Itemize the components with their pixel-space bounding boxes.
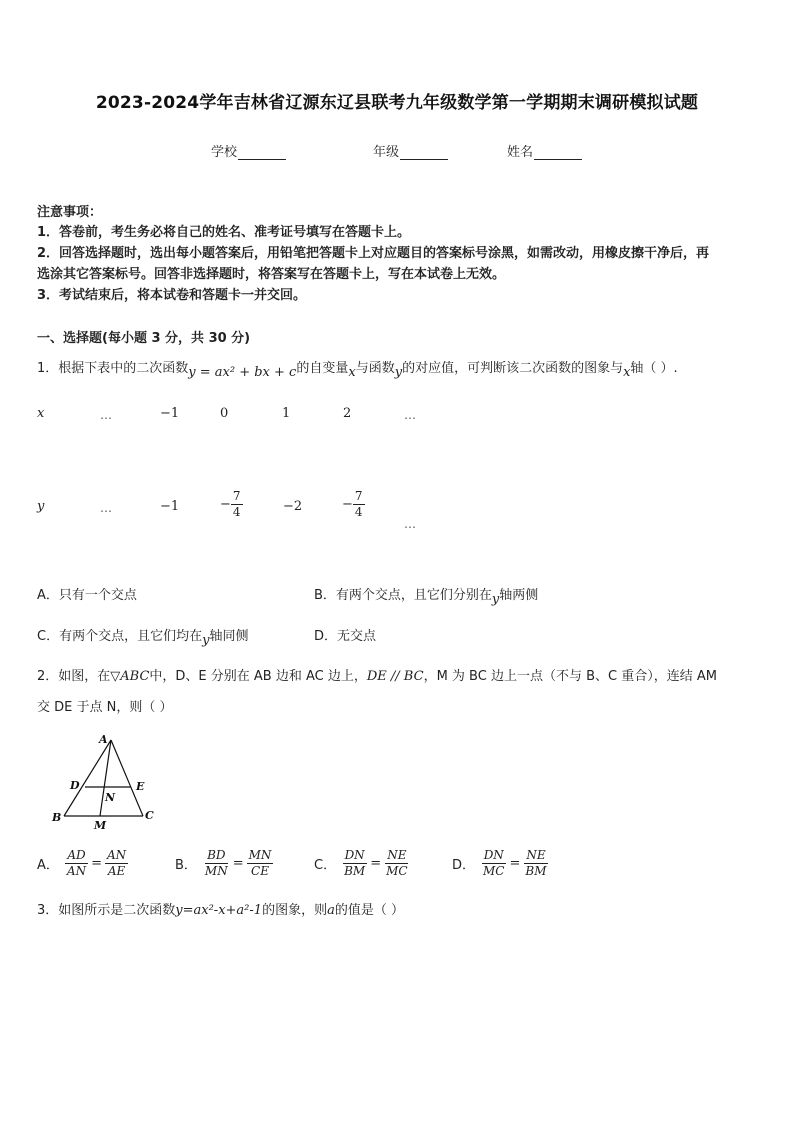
table-y-cell: … [100,501,112,515]
q2-triangle-figure [48,731,163,833]
name-label: 姓名 [507,145,534,160]
question-1: 1．根据下表中的二次函数y = ax² + bx + c的自变量x与函数y的对应值，可判断该二次函数的图象与x轴（ ）. [37,361,678,380]
q1-option-b[interactable]: B．有两个交点，且它们分别在y轴两侧 [314,588,539,607]
exam-title: 2023-2024学年吉林省辽源东辽县联考九年级数学第一学期期末调研模拟试题 [95,93,699,113]
question-2-line-1: 2．如图，在▽ABC中，D、E 分别在 AB 边和 AC 边上，DE // BC，M 为 BC 边上一点（不与 B、C 重合），连结 AM [37,669,717,684]
table-y-cell: … [404,517,416,531]
figure-label-d: D [70,779,80,792]
table-y-cell: −1 [160,499,180,514]
figure-label-c: C [145,809,154,822]
school-blank [238,147,286,160]
name-field [507,141,582,160]
q2-option-b[interactable]: B． $\frac{BD}{MN}$ = $\frac{MN}{CE}$ [175,848,272,878]
figure-label-b: B [52,811,62,824]
figure-label-e: E [136,780,145,793]
q2-option-d[interactable]: D． $\frac{DN}{MC}$ = $\frac{NE}{BM}$ [452,848,547,878]
name-blank [534,147,582,160]
table-x-cell: … [100,408,112,422]
notice-item-3: 3．考试结束后，将本试卷和答题卡一并交回。 [37,288,307,303]
table-x-cell: 2 [343,406,352,421]
school-label: 学校 [211,145,238,160]
notice-heading: 注意事项： [37,205,103,220]
school-field [211,141,286,160]
notice-item-2: 2．回答选择题时，选出每小题答案后，用铅笔把答题卡上对应题目的答案标号涂黑，如需改动，用橡皮擦干净后，再 [37,246,710,261]
table-y-cell-fraction: − $\frac{7}{4}$ [342,489,363,519]
grade-field [373,141,448,160]
table-x-cell: −1 [160,406,180,421]
table-y-cell: −2 [283,499,303,514]
table-x-label: x [37,406,45,421]
table-x-cell: 1 [282,406,291,421]
figure-label-m: M [94,819,107,832]
question-2-line-2: 交 DE 于点 N，则（ ） [37,700,173,715]
figure-label-a: A [99,733,108,746]
notice-item-2-cont: 选涂其它答案标号。回答非选择题时，将答案写在答题卡上，写在本试卷上无效。 [37,267,506,282]
question-3: 3．如图所示是二次函数y=ax²-x+a²-1的图象，则a的值是（ ） [37,903,404,918]
q2-option-a[interactable]: A． $\frac{AD}{AN}$ = $\frac{AN}{AE}$ [37,848,127,878]
table-y-cell-fraction: − $\frac{7}{4}$ [220,489,241,519]
q2-option-c[interactable]: C． $\frac{DN}{BM}$ = $\frac{NE}{MC}$ [314,848,408,878]
q3-formula: y=ax²-x+a²-1 [175,903,263,918]
table-x-cell: … [404,408,416,422]
q1-option-c[interactable]: C．有两个交点，且它们均在y轴同侧 [37,629,249,648]
figure-label-n: N [105,791,116,804]
grade-blank [400,147,448,160]
grade-label: 年级 [373,145,400,160]
table-x-cell: 0 [220,406,229,421]
q1-option-d[interactable]: D．无交点 [314,629,377,644]
table-y-label: y [37,499,45,514]
q1-option-a[interactable]: A．只有一个交点 [37,588,137,603]
q1-formula: y = ax² + bx + c [188,365,297,380]
section-heading: 一、选择题(每小题 3 分，共 30 分) [37,331,251,346]
notice-item-1: 1．答卷前，考生务必将自己的姓名、准考证号填写在答题卡上。 [37,225,411,240]
